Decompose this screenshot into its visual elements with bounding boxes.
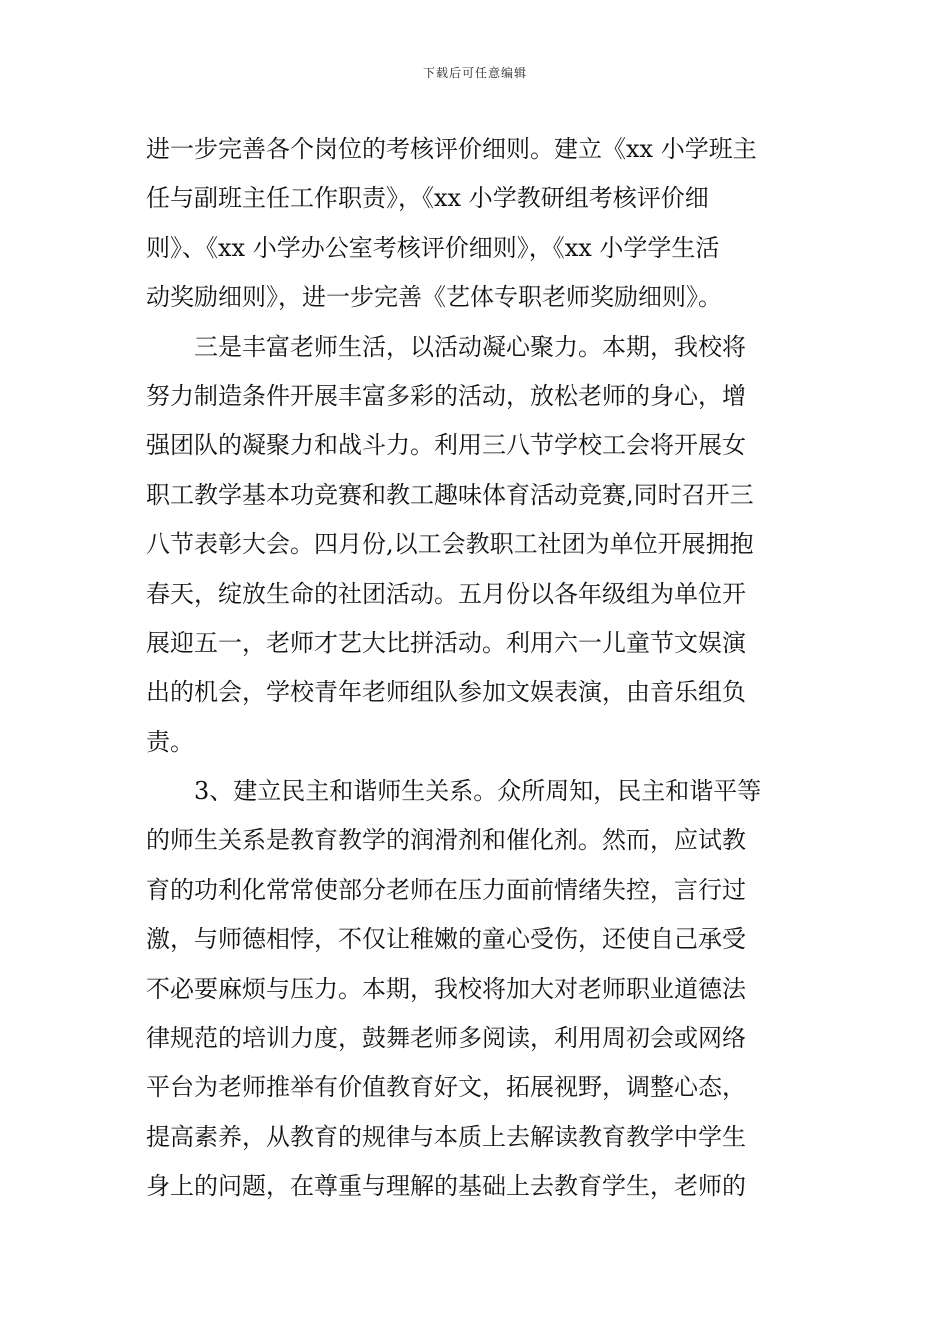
text-line: 育的功利化常常使部分老师在压力面前情绪失控，言行过 xyxy=(146,875,746,904)
text-line: 不必要麻烦与压力。本期，我校将加大对老师职业道德法 xyxy=(146,974,746,1003)
text-line: 出的机会，学校青年老师组队参加文娱表演，由音乐组负 xyxy=(146,678,746,707)
text-line: 进一步完善各个岗位的考核评价细则。建立《xx 小学班主 xyxy=(146,135,757,163)
text-line: 平台为老师推举有价值教育好文，拓展视野，调整心态， xyxy=(146,1073,746,1102)
text-line: 强团队的凝聚力和战斗力。利用三八节学校工会将开展女 xyxy=(146,431,746,460)
paragraph-start-line: 3、建立民主和谐师生关系。众所周知，民主和谐平等 xyxy=(194,777,762,806)
document-body xyxy=(146,125,816,1212)
text-line: 春天，绽放生命的社团活动。五月份以各年级组为单位开 xyxy=(146,579,746,608)
text-line: 律规范的培训力度，鼓舞老师多阅读，利用周初会或网络 xyxy=(146,1024,746,1053)
text-line: 激，与师德相悖，不仅让稚嫩的童心受伤，还使自己承受 xyxy=(146,925,746,954)
text-line: 的师生关系是教育教学的润滑剂和催化剂。然而，应试教 xyxy=(146,826,746,855)
paragraph-start-line: 三是丰富老师生活，以活动凝心聚力。本期，我校将 xyxy=(194,332,746,361)
text-line: 身上的问题，在尊重与理解的基础上去教育学生，老师的 xyxy=(146,1172,746,1201)
text-line: 动奖励细则》，进一步完善《艺体专职老师奖励细则》。 xyxy=(146,283,722,312)
text-line: 八节表彰大会。四月份,以工会教职工社团为单位开展拥抱 xyxy=(146,530,754,559)
text-line: 责。 xyxy=(146,727,194,756)
text-line: 职工教学基本功竞赛和教工趣味体育活动竞赛,同时召开三 xyxy=(146,480,754,509)
text-line: 努力制造条件开展丰富多彩的活动，放松老师的身心，增 xyxy=(146,381,746,410)
text-line: 展迎五一，老师才艺大比拼活动。利用六一儿童节文娱演 xyxy=(146,628,746,657)
text-line: 任与副班主任工作职责》，《xx 小学教研组考核评价细 xyxy=(146,184,709,213)
page-header-note: 下载后可任意编辑 xyxy=(422,66,527,80)
text-line: 提高素养，从教育的规律与本质上去解读教育教学中学生 xyxy=(146,1122,746,1151)
text-line: 则》、《xx 小学办公室考核评价细则》，《xx 小学学生活 xyxy=(146,233,720,262)
